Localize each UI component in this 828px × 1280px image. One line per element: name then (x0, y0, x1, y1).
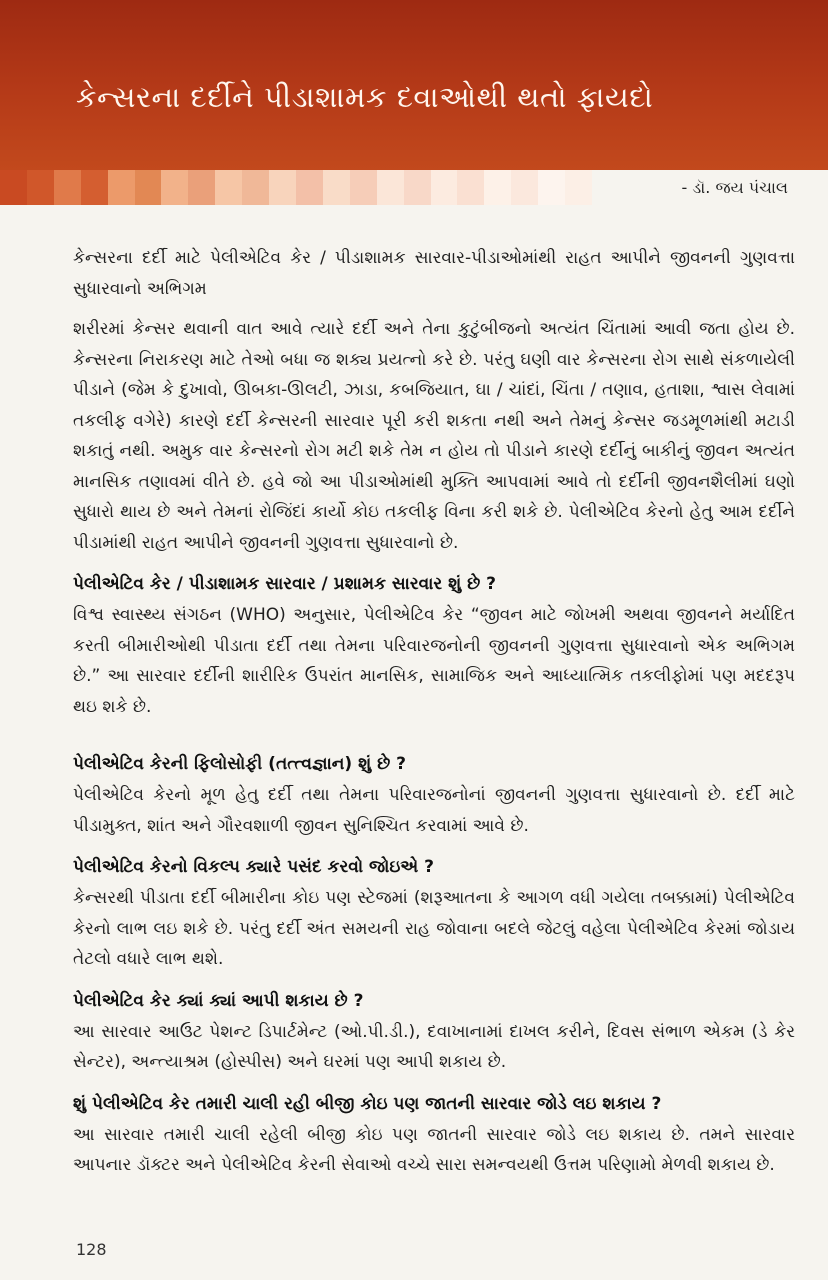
band-tile (323, 170, 350, 205)
band-tile (511, 170, 538, 205)
section-heading: પેલીએટિવ કેર / પીડાશામક સારવાર / પ્રશામક સારવાર શું છે ? (73, 574, 497, 594)
band-tile (296, 170, 323, 205)
section-heading: શું પેલીએટિવ કેર તમારી ચાલી રહી બીજી કોઇ પણ જાતની સારવાર જોડે લઇ શકાય ? (73, 1093, 662, 1114)
paragraph: આ સારવાર આઉટ પેશન્ટ ડિપાર્ટમેન્ટ (ઓ.પી.ડી.), દવાખાનામાં દાખલ કરીને, દિવસ સંભાળ એકમ (ડે કેર સેન્ટર), અન્ત્યાશ્રમ (હોસ્પીસ) અને ઘરમાં પણ આપી શકાય છે. (73, 1021, 795, 1072)
paragraph: કેન્સરથી પીડાતા દર્દી બીમારીના કોઇ પણ સ્ટેજમાં (શરૂઆતના કે આગળ વધી ગયેલા તબક્કામાં) પેલીએટિવ કેરનો લાભ લઇ શકે છે. પરંતુ દર્દી અંત સમયની રાહ જોવાના બદલે જેટલું વહેલા પેલીએટિવ કેરમાં જોડાય તેટલો વધારે લાભ થશે. (73, 888, 795, 969)
band-tile (54, 170, 81, 205)
article-title: કેન્સરના દર્દીને પીડાશામક દવાઓથી થતો ફાયદો (76, 80, 654, 114)
paragraph: પેલીએટિવ કેરનો મૂળ હેતુ દર્દી તથા તેમના પરિવારજનોનાં જીવનની ગુણવત્તા સુધારવાનો છે. દર્દી માટે પીડામુક્ત, શાંત અને ગૌરવશાળી જીવન સુનિશ્ચિત કરવામાં આવે છે. (73, 785, 795, 836)
paragraph: આ સારવાર તમારી ચાલી રહેલી બીજી કોઇ પણ જાતની સારવાર જોડે લઇ શકાય છે. તમને સારવાર આપનાર ડૉક્ટર અને પેલીએટિવ કેરની સેવાઓ વચ્ચે સારા સમન્વયથી ઉત્તમ પરિણામો મેળવી શકાય છે. (73, 1124, 795, 1175)
intro-paragraph: કેન્સરના દર્દી માટે પેલીએટિવ કેર / પીડાશામક સારવાર-પીડાઓમાંથી રાહત આપીને જીવનની ગુણવત્તા સુધારવાનો અભિગમ (73, 248, 795, 299)
band-tile (484, 170, 511, 205)
band-tile (538, 170, 565, 205)
band-tile (377, 170, 404, 205)
band-tile (0, 170, 27, 205)
band-tile (269, 170, 296, 205)
band-tile (350, 170, 377, 205)
band-tile (215, 170, 242, 205)
band-tile (404, 170, 431, 205)
band-tile (188, 170, 215, 205)
page-number: 128 (76, 1240, 107, 1259)
band-tile (431, 170, 458, 205)
article-body (73, 243, 795, 1187)
section-heading: પેલીએટિવ કેરની ફિલોસોફી (તત્ત્વજ્ઞાન) શું છે ? (73, 754, 407, 774)
author-byline: - ડૉ. જય પંચાલ (592, 170, 828, 205)
band-tile (81, 170, 108, 205)
band-tile (565, 170, 592, 205)
band-tile (242, 170, 269, 205)
band-tile (161, 170, 188, 205)
band-tile (457, 170, 484, 205)
paragraph: વિશ્વ સ્વાસ્થ્ય સંગઠન (WHO) અનુસાર, પેલીએટિવ કેર “જીવન માટે જોખમી અથવા જીવનને મર્યાદિત કરતી બીમારીઓથી પીડાતા દર્દી તથા તેમના પરિવારજનોની જીવનની ગુણવત્તા સુધારવાનો એક અભિગમ છે.” આ સારવાર દર્દીની શારીરિક ઉપરાંત માનસિક, સામાજિક અને આધ્યાત્મિક તકલીફોમાં પણ મદદરૂપ થઇ શકે છે. (73, 605, 795, 717)
section-heading: પેલીએટિવ કેર ક્યાં ક્યાં આપી શકાય છે ? (73, 990, 364, 1011)
band-tile (135, 170, 162, 205)
band-tile (108, 170, 135, 205)
paragraph: શરીરમાં કેન્સર થવાની વાત આવે ત્યારે દર્દી અને તેના કુટુંબીજનો અત્યંત ચિંતામાં આવી જતા હોય છે. કેન્સરના નિરાકરણ માટે તેઓ બધા જ શક્ય પ્રયત્નો કરે છે. પરંતુ ઘણી વાર કેન્સરના રોગ સાથે સંકળાયેલી પીડાને (જેમ કે દુખાવો, ઊબકા-ઊલટી, ઝાડા, કબજિયાત, ઘા / ચાંદાં, ચિંતા / તણાવ, હતાશા, શ્વાસ લેવામાં તકલીફ વગેરે) કારણે દર્દી કેન્સરની સારવાર પૂરી કરી શકતા નથી અને તેમનું કેન્સર જડમૂળમાંથી મટાડી શકાતું નથી. અમુક વાર કેન્સરનો રોગ મટી શકે તેમ ન હોય તો પીડાને કારણે દર્દીનું બાકીનું જીવન અત્યંત માનસિક તણાવમાં વીતે છે. હવે જો આ પીડાઓમાંથી મુક્તિ આપવામાં આવે તો દર્દીની જીવનશૈલીમાં ઘણો સુધારો થાય છે અને તેમનાં રોજિંદાં કાર્યો કોઇ તકલીફ વિના કરી શકે છે. પેલીએટિવ કેરનો હેતુ આમ દર્દીને પીડામાંથી રાહત આપીને જીવનની ગુણવત્તા સુધારવાનો છે. (73, 319, 795, 553)
band-tile (27, 170, 54, 205)
section-heading: પેલીએટિવ કેરનો વિકલ્પ ક્યારે પસંદ કરવો જોઇએ ? (73, 857, 434, 877)
